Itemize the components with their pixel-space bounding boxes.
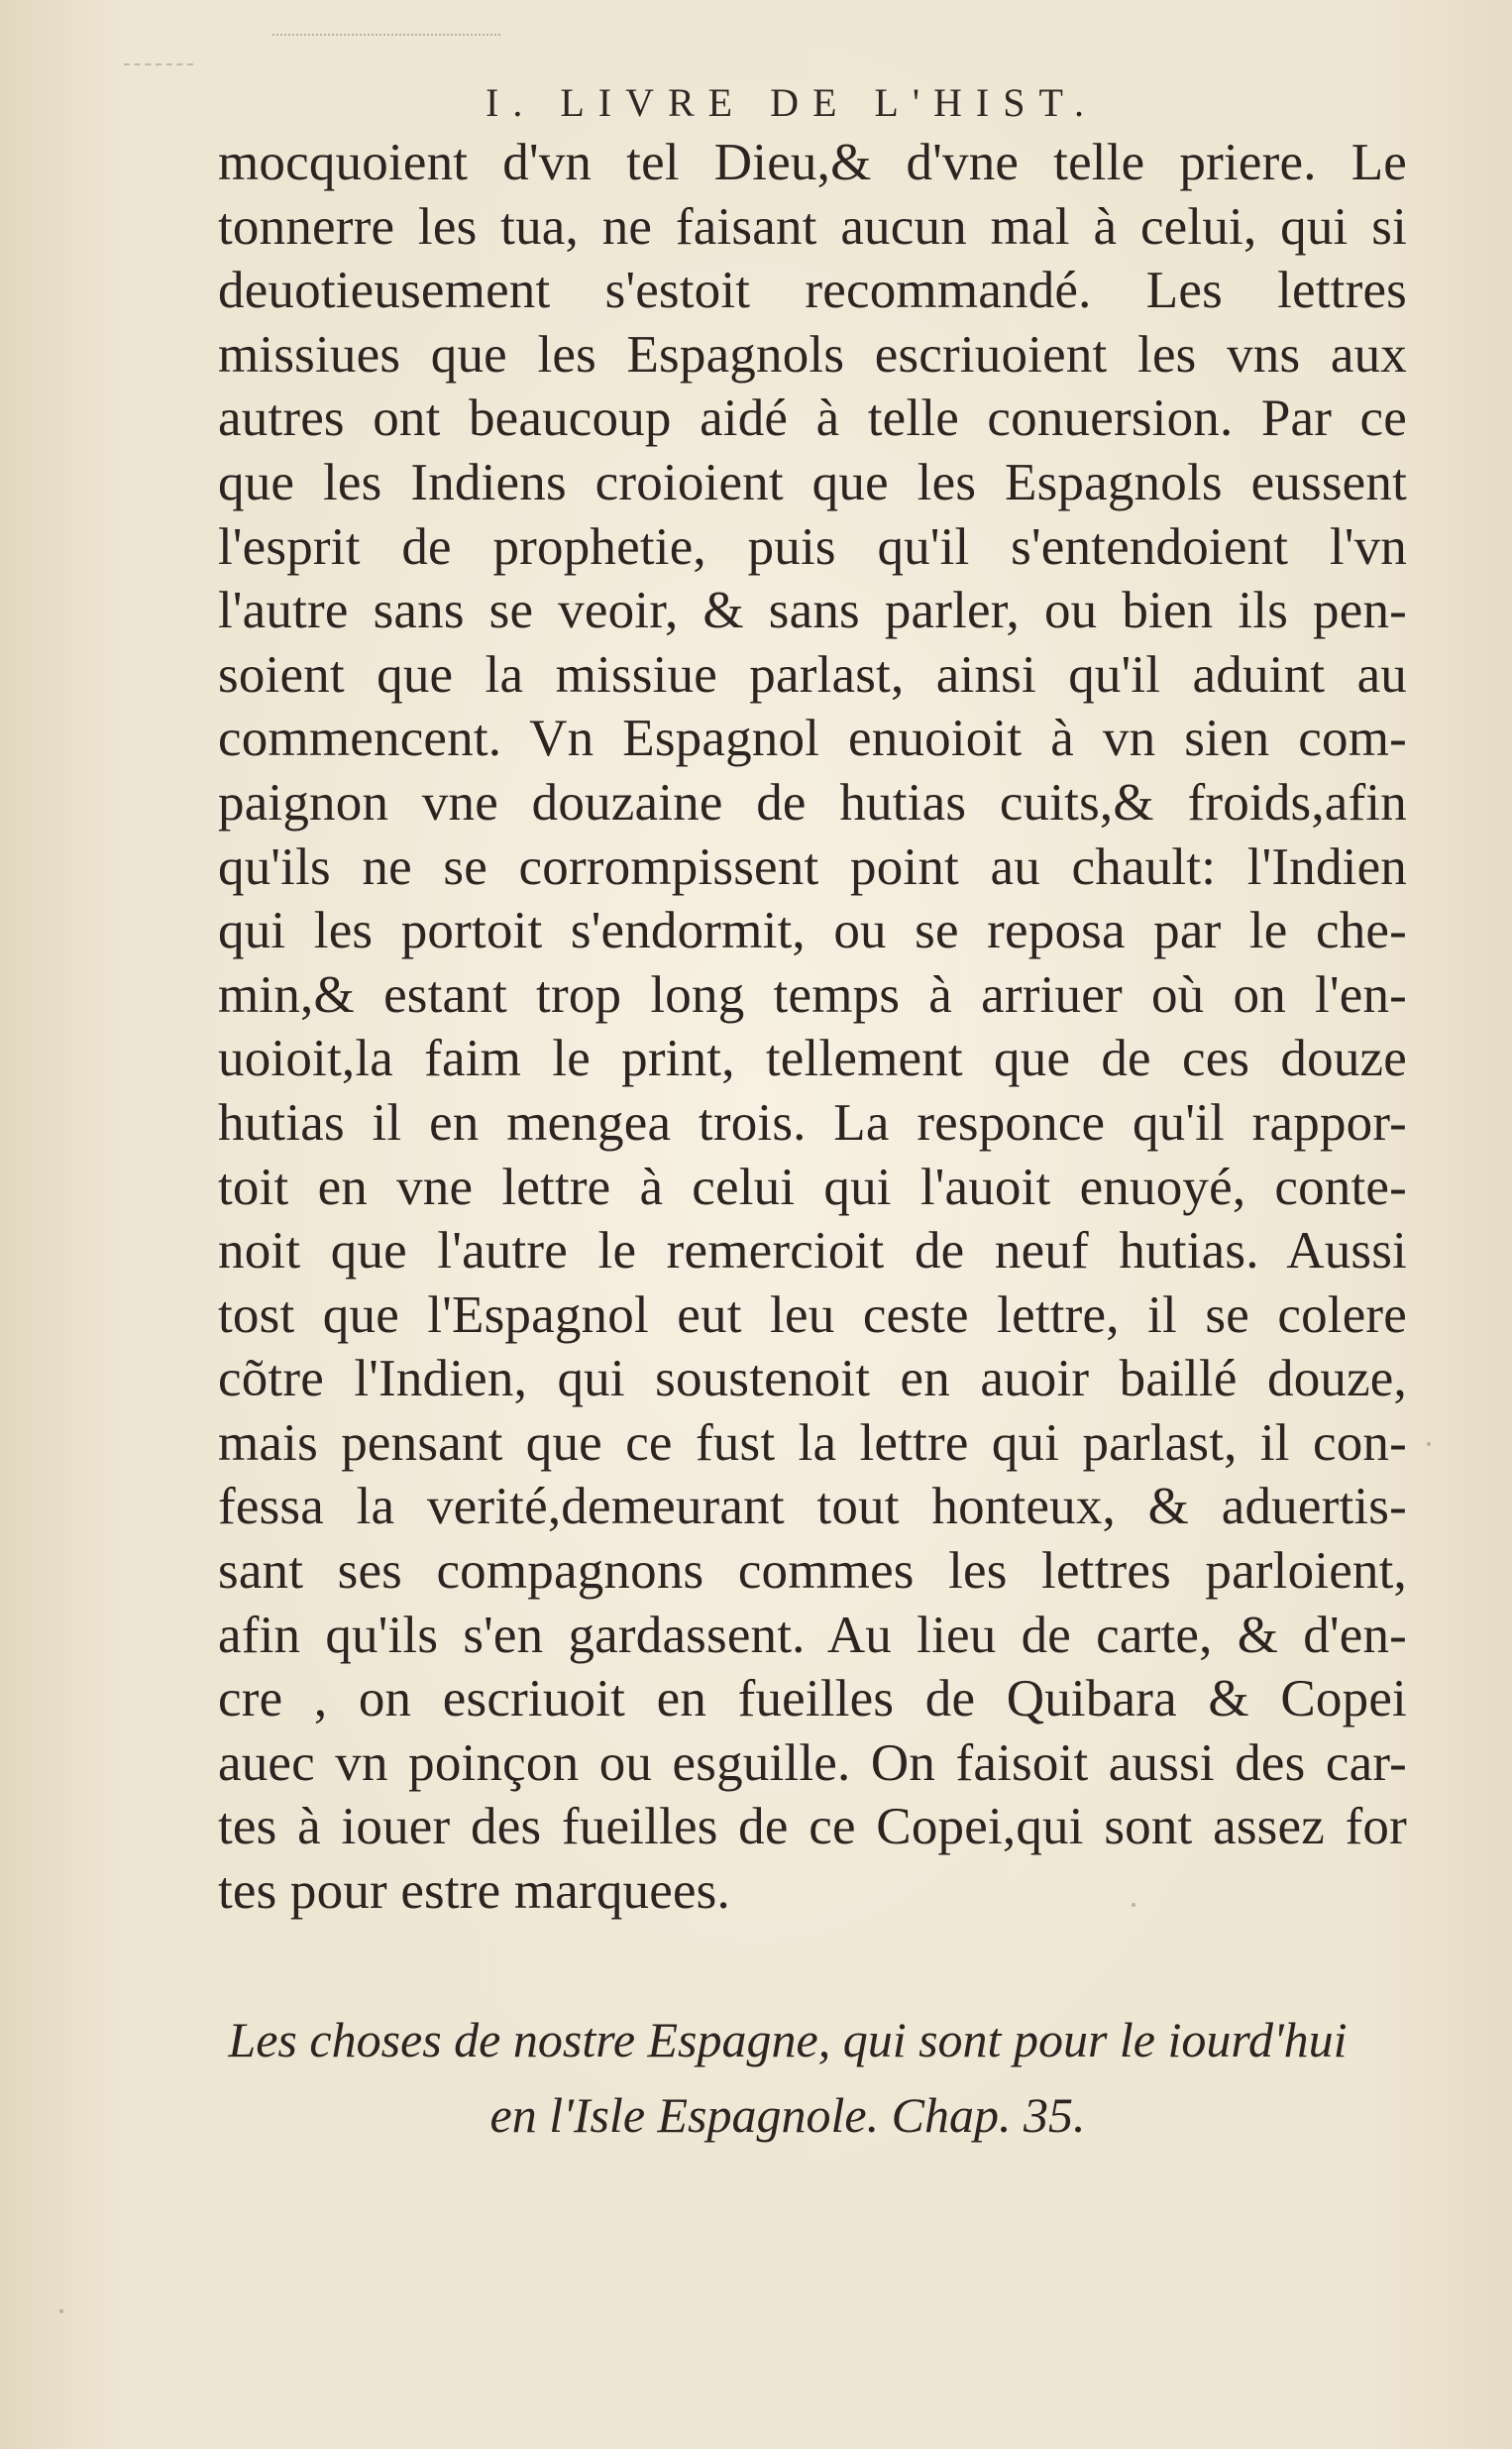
- text-line: tes à iouer des fueilles de ce Copei,qui sont assez for: [218, 1798, 1407, 1856]
- text-line: noit que l'autre le remercioit de neuf hutias. Aussi: [218, 1222, 1407, 1280]
- text-line: tonnerre les tua, ne faisant aucun mal à celui, qui si: [218, 197, 1407, 256]
- text-line: fessa la verité,demeurant tout honteux, & aduertis-: [218, 1478, 1407, 1536]
- ink-smudge: [124, 63, 193, 65]
- text-line: l'esprit de prophetie, puis qu'il s'entendoient l'vn: [218, 517, 1407, 576]
- chapter-heading-line: Les choses de nostre Espagne, qui sont pour le iourd'hui: [228, 2012, 1348, 2067]
- ink-smudge: [272, 24, 500, 36]
- paper-speck: [1132, 1903, 1135, 1907]
- text-line: que les Indiens croioient que les Espagnols eussent: [218, 453, 1407, 511]
- text-line: mocquoient d'vn tel Dieu,& d'vne telle priere. Le: [218, 134, 1407, 191]
- text-line: tost que l'Espagnol eut leu ceste lettre, il se colere: [218, 1285, 1407, 1344]
- text-line: auec vn poinçon ou esguille. On faisoit aussi des car-: [218, 1733, 1407, 1792]
- text-line: paignon vne douzaine de hutias cuits,& froids,afin: [218, 773, 1407, 832]
- text-line: deuotieusement s'estoit recommandé. Les lettres: [218, 262, 1407, 320]
- text-line: cõtre l'Indien, qui soustenoit en auoir baillé douze,: [218, 1350, 1407, 1408]
- text-line: qu'ils ne se corrompissent point au chault: l'Indien: [218, 837, 1407, 896]
- text-line: l'autre sans se veoir, & sans parler, ou bien ils pen-: [218, 582, 1407, 640]
- text-line: tes pour estre marquees.: [218, 1862, 730, 1921]
- text-line: hutias il en mengea trois. La responce qu'il rappor-: [218, 1093, 1407, 1152]
- text-line: mais pensant que ce fust la lettre qui parlast, il con-: [218, 1413, 1407, 1472]
- text-line: uoioit,la faim le print, tellement que de ces douze: [218, 1030, 1407, 1088]
- text-line: qui les portoit s'endormit, ou se reposa par le che-: [218, 902, 1407, 960]
- running-head: I. LIVRE DE L'HIST.: [486, 80, 1098, 125]
- chapter-heading: [198, 2002, 1377, 2153]
- paper-speck: [59, 2309, 63, 2313]
- text-line: commencent. Vn Espagnol enuoioit à vn sien com-: [218, 710, 1407, 768]
- text-line: toit en vne lettre à celui qui l'auoit enuoyé, conte-: [218, 1158, 1407, 1216]
- text-line: afin qu'ils s'en gardassent. Au lieu de carte, & d'en-: [218, 1606, 1407, 1664]
- body-text: [218, 131, 1407, 1924]
- text-line: missiues que les Espagnols escriuoient les vns aux: [218, 325, 1407, 384]
- text-line: soient que la missiue parlast, ainsi qu'il aduint au: [218, 645, 1407, 704]
- text-line: autres ont beaucoup aidé à telle conuersion. Par ce: [218, 390, 1407, 448]
- paper-speck: [1427, 1442, 1431, 1446]
- text-line: cre , on escriuoit en fueilles de Quibara & Copei: [218, 1670, 1407, 1728]
- text-line: sant ses compagnons commes les lettres parloient,: [218, 1542, 1407, 1601]
- text-line: min,& estant trop long temps à arriuer où on l'en-: [218, 965, 1407, 1024]
- chapter-heading-line: en l'Isle Espagnole. Chap. 35.: [489, 2087, 1086, 2143]
